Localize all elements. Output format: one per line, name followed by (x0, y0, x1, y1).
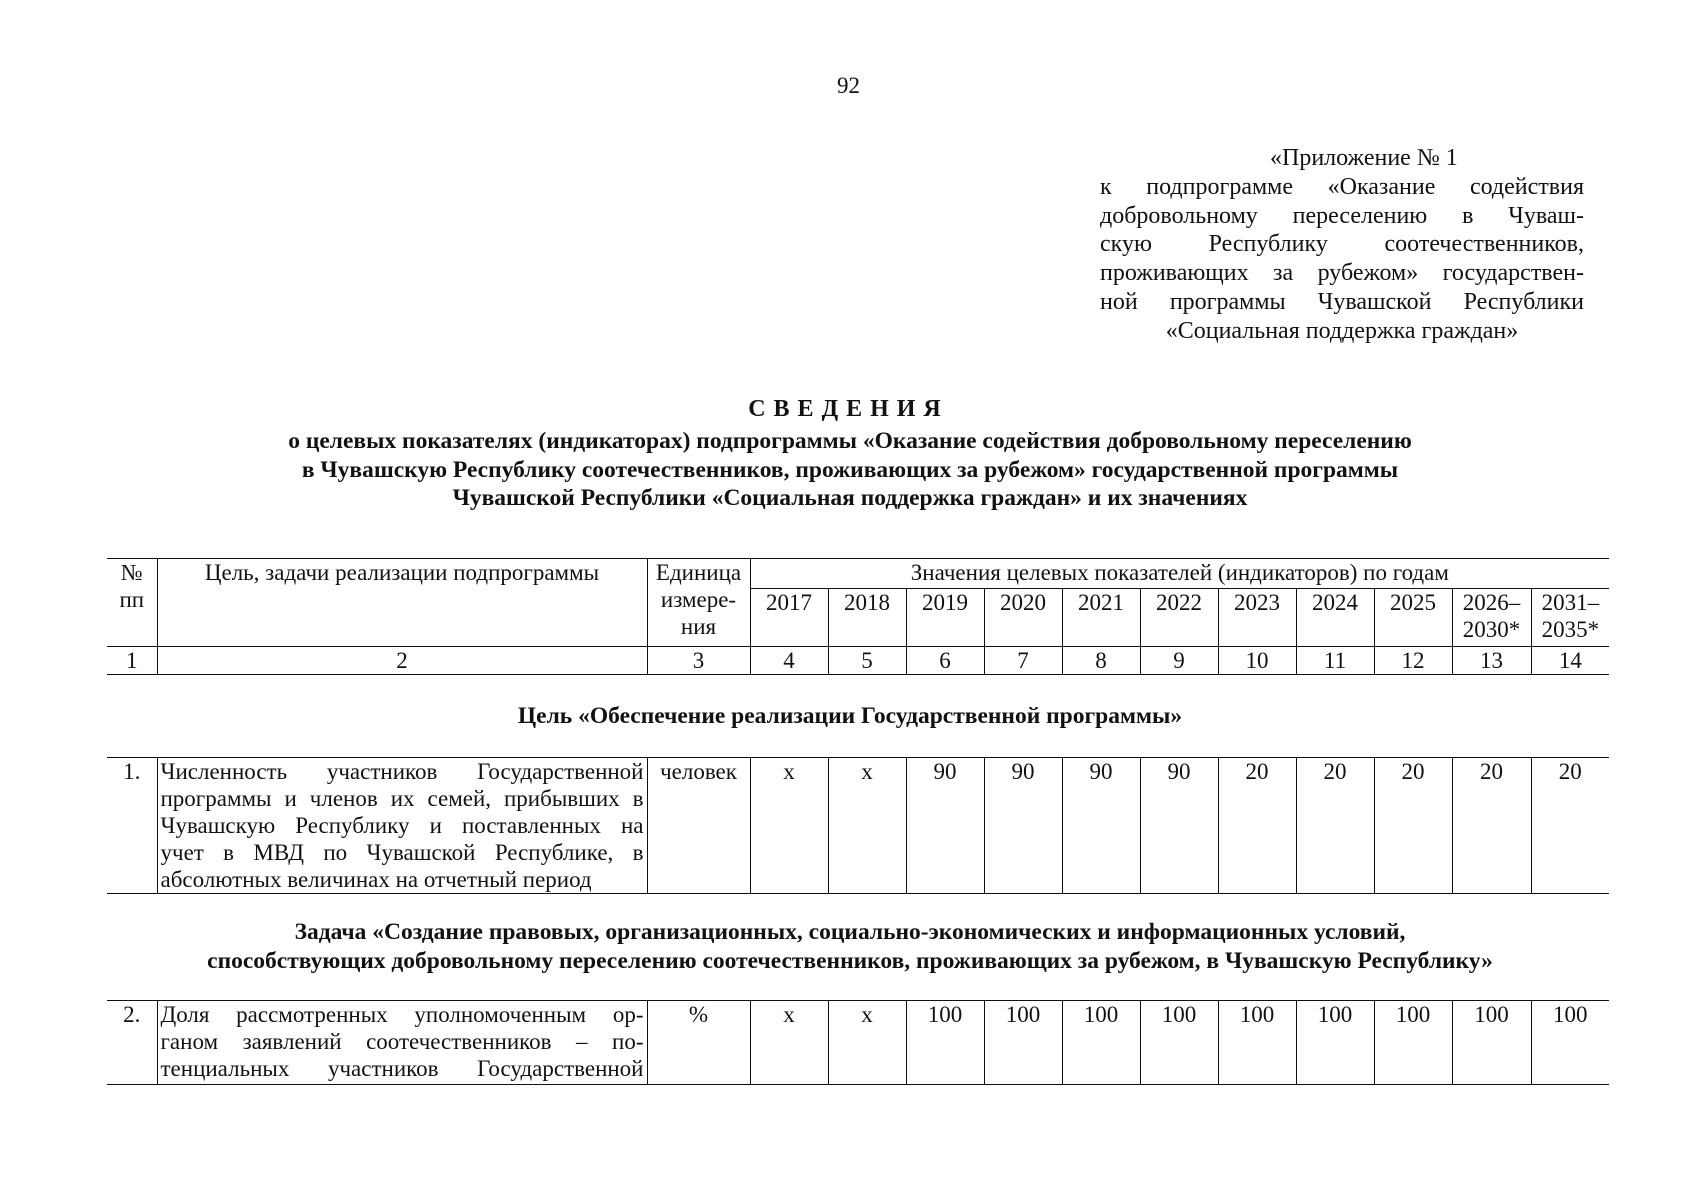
header-goal: Цель, задачи реализации подпрограммы (157, 559, 647, 647)
appendix-line: «Социальная поддержка граждан» (1165, 317, 1519, 344)
header-unit: Единица измере-ния (647, 559, 750, 647)
value-cell: 100 (1374, 1001, 1452, 1085)
col-number: 6 (906, 647, 984, 675)
col-number: 13 (1452, 647, 1531, 675)
value-cell: 100 (1062, 1001, 1140, 1085)
value-cell: 100 (906, 1001, 984, 1085)
col-number: 5 (828, 647, 906, 675)
col-number: 11 (1296, 647, 1374, 675)
task-heading-line: способствующих добровольному переселению соотечественников, проживающих за рубежом, в Чувашскую Республику» (207, 947, 1493, 974)
unit-cell: человек (647, 758, 750, 894)
appendix-line: к подпрограмме «Оказание содействия (1100, 173, 1584, 200)
indicator-row-1 (107, 757, 1609, 894)
value-cell: х (750, 1001, 828, 1085)
header-year: 2021 (1062, 589, 1140, 647)
col-number: 3 (647, 647, 750, 675)
value-cell: 90 (1062, 758, 1140, 894)
subtitle-line: Чувашской Республики «Социальная поддержка граждан» и их значениях (452, 485, 1248, 511)
header-year: 2020 (984, 589, 1062, 647)
col-number: 1 (107, 647, 157, 675)
value-cell: х (750, 758, 828, 894)
col-number: 7 (984, 647, 1062, 675)
col-number: 9 (1140, 647, 1218, 675)
header-year: 2018 (828, 589, 906, 647)
page-number: 92 (837, 73, 860, 98)
value-cell: 20 (1218, 758, 1296, 894)
col-number: 14 (1531, 647, 1609, 675)
indicator-row-2 (107, 1000, 1609, 1085)
appendix-line: скую Республику соотечественников, (1100, 231, 1584, 258)
header-num: № пп (107, 559, 157, 647)
value-cell: 100 (1296, 1001, 1374, 1085)
document-subtitle (110, 427, 1590, 513)
appendix-note (1100, 144, 1584, 346)
value-cell: 20 (1531, 758, 1609, 894)
indicator-description: Численность участников Государственной программы и членов их семей, прибывших в Чувашскую Республику и поставленных на учет в МВД по Чувашской Республике, в абсолютных величинах на отчетный период (157, 758, 647, 894)
appendix-line: проживающих за рубежом» государствен- (1100, 260, 1584, 287)
value-cell: 90 (906, 758, 984, 894)
header-year: 2026–2030* (1452, 589, 1531, 647)
appendix-line: «Приложение № 1 (1270, 145, 1458, 171)
indicator-table-header (107, 558, 1609, 675)
value-cell: 100 (1452, 1001, 1531, 1085)
header-year: 2024 (1296, 589, 1374, 647)
header-year: 2022 (1140, 589, 1218, 647)
goal-heading: Цель «Обеспечение реализации Государственной программы» (517, 703, 1183, 729)
col-number: 2 (157, 647, 647, 675)
value-cell: 20 (1374, 758, 1452, 894)
value-cell: 20 (1296, 758, 1374, 894)
value-cell: 20 (1452, 758, 1531, 894)
header-year: 2025 (1374, 589, 1452, 647)
header-year: 2023 (1218, 589, 1296, 647)
header-year: 2031–2035* (1531, 589, 1609, 647)
header-year: 2019 (906, 589, 984, 647)
value-cell: 90 (984, 758, 1062, 894)
value-cell: х (828, 1001, 906, 1085)
subtitle-line: о целевых показателях (индикаторах) подпрограммы «Оказание содействия добровольному переселению (288, 428, 1412, 454)
col-number: 12 (1374, 647, 1452, 675)
subtitle-line: в Чувашскую Республику соотечественников, проживающих за рубежом» государственной программы (301, 456, 1399, 483)
value-cell: 100 (1531, 1001, 1609, 1085)
indicator-description: Доля рассмотренных уполномоченным ор- ганом заявлений соотечественников – по- тенциальных участников Государственной (157, 1001, 647, 1085)
col-number: 8 (1062, 647, 1140, 675)
value-cell: 90 (1140, 758, 1218, 894)
header-values-group: Значения целевых показателей (индикаторов) по годам (750, 559, 1609, 589)
row-number: 1. (107, 758, 157, 894)
task-heading-line: Задача «Создание правовых, организационных, социально-экономических и информационных условий, (294, 919, 1406, 945)
value-cell: 100 (1140, 1001, 1218, 1085)
col-number: 4 (750, 647, 828, 675)
value-cell: 100 (1218, 1001, 1296, 1085)
unit-cell: % (647, 1001, 750, 1085)
value-cell: х (828, 758, 906, 894)
col-number: 10 (1218, 647, 1296, 675)
appendix-line: ной программы Чувашской Республики (1100, 288, 1584, 315)
document-title: СВЕДЕНИЯ (748, 396, 949, 422)
value-cell: 100 (984, 1001, 1062, 1085)
header-year: 2017 (750, 589, 828, 647)
task-heading (110, 918, 1590, 975)
appendix-line: добровольному переселению в Чуваш- (1100, 202, 1584, 229)
row-number: 2. (107, 1001, 157, 1085)
